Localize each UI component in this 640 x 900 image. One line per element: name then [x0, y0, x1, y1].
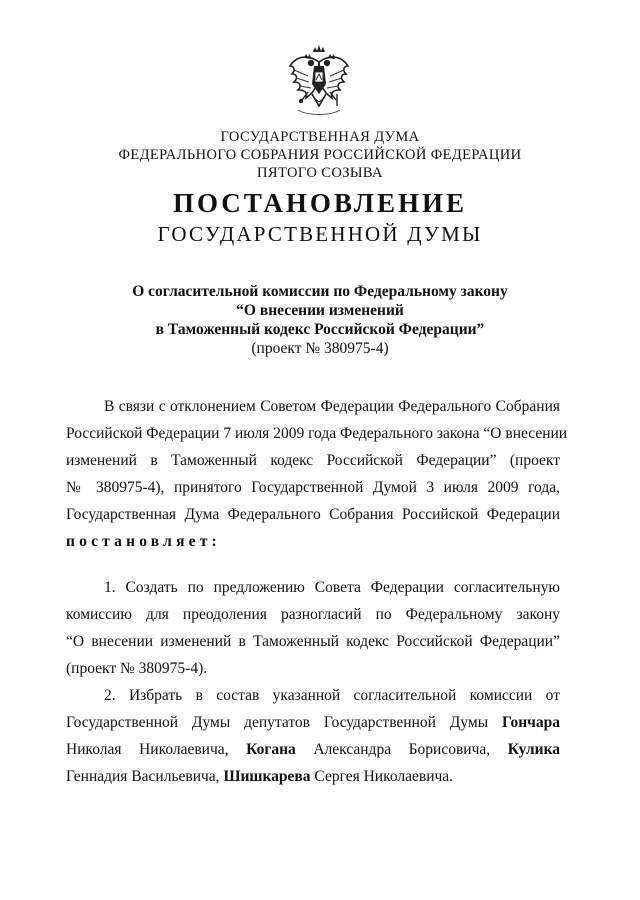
header-line-assembly: ФЕДЕРАЛЬНОГО СОБРАНИЯ РОССИЙСКОЙ ФЕДЕРАЦИИ	[118, 147, 522, 163]
item-1	[66, 574, 560, 682]
header-line-duma: ГОСУДАРСТВЕННАЯ ДУМА	[220, 129, 420, 145]
subject-line-2: “О внесении изменений	[236, 302, 404, 319]
subject-project-number: (проект № 380975-4)	[251, 340, 389, 357]
item-1-line: 1. Создать по предложению Совета Федерации согласительную	[104, 579, 560, 596]
document-type-subtitle: ГОСУДАРСТВЕННОЙ ДУМЫ	[157, 222, 483, 246]
member-name-gonchar: Гончара	[501, 714, 560, 731]
item-2-text: Николая Николаевича,	[66, 741, 247, 758]
document-type-title: ПОСТАНОВЛЕНИЕ	[172, 188, 468, 218]
item-1-line: комиссию для преодоления разногласий по Федеральному закону	[66, 606, 560, 623]
member-name-kulik: Кулика	[507, 741, 561, 758]
member-name-kogan: Когана	[246, 741, 296, 758]
preamble-line: изменений в Таможенный кодекс Российской Федерации” (проект	[66, 452, 560, 469]
preamble-line: Государственная Дума Федерального Собрания Российской Федерации	[66, 506, 560, 523]
resolution-items	[66, 574, 560, 790]
item-2-line: 2. Избрать в состав указанной согласительной комиссии от	[104, 687, 560, 704]
subject-line-3: в Таможенный кодекс Российской Федерации”	[155, 321, 485, 338]
preamble-line: Российской Федерации 7 июля 2009 года Федерального закона “О внесении	[66, 425, 568, 442]
item-2-text: Геннадия Васильевича,	[66, 768, 224, 785]
item-1-line: (проект № 380975-4).	[66, 660, 208, 677]
item-2-text: Сергея Николаевича.	[310, 768, 454, 785]
item-2-text: Государственной Думы депутатов Государственной Думы	[66, 714, 502, 731]
decree-word: постановляет:	[66, 533, 221, 550]
issuer-header	[0, 128, 640, 182]
item-2	[66, 682, 560, 790]
member-name-shishkarev: Шишкарева	[223, 768, 311, 785]
item-2-line	[66, 763, 560, 790]
preamble-line: В связи с отклонением Советом Федерации Федерального Собрания	[104, 398, 560, 415]
item-2-line	[66, 709, 560, 736]
preamble-line: № 380975-4), принятого Государственной Думой 3 июля 2009 года,	[66, 479, 560, 496]
item-2-text: Александра Борисовича,	[295, 741, 508, 758]
preamble-paragraph	[66, 393, 568, 555]
document-subject	[0, 282, 640, 358]
header-line-convocation: ПЯТОГО СОЗЫВА	[257, 165, 383, 181]
coat-of-arms-icon	[284, 44, 354, 120]
subject-line-1: О согласительной комиссии по Федеральному закону	[132, 283, 508, 300]
item-2-line	[66, 736, 560, 763]
item-1-line: “О внесении изменений в Таможенный кодекс Российской Федерации”	[66, 633, 560, 650]
